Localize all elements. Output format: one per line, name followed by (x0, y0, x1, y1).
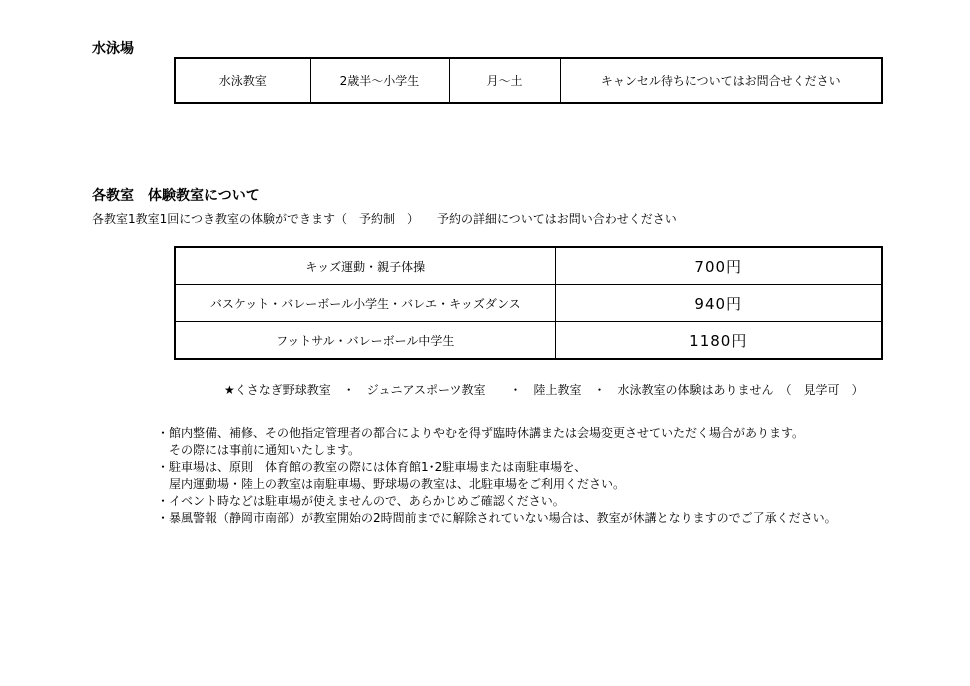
trial-class-price: 700円 (555, 247, 882, 285)
table-row (175, 322, 882, 360)
note-line: ・館内整備、補修、その他指定管理者の都合によりやむを得ず臨時休講または会場変更させていただく場合があります。 (157, 426, 805, 440)
trial-exception-note: ★くさなぎ野球教室 ・ ジュニアスポーツ教室 ・ 陸上教室 ・ 水泳教室の体験はありません （ 見学可 ） (224, 383, 864, 397)
trial-class-name: キッズ運動・親子体操 (175, 247, 555, 285)
swim-class-days: 月～土 (449, 58, 560, 103)
swim-class-age: 2歳半～小学生 (310, 58, 449, 103)
swim-class-table (174, 57, 883, 104)
note-line: ・駐車場は、原則 体育館の教室の際には体育館1･2駐車場または南駐車場を、 (157, 460, 587, 474)
trial-price-table (174, 246, 883, 360)
notes-block (157, 425, 837, 527)
swim-class-note: キャンセル待ちについてはお問合せください (560, 58, 882, 103)
swim-section-title: 水泳場 (92, 41, 134, 57)
note-line: 屋内運動場・陸上の教室は南駐車場、野球場の教室は、北駐車場をご利用ください。 (157, 477, 626, 491)
trial-class-price: 940円 (555, 285, 882, 322)
note-line: ・暴風警報（静岡市南部）が教室開始の2時間前までに解除されていない場合は、教室が休講となりますのでご了承ください。 (157, 511, 837, 525)
swim-class-name: 水泳教室 (175, 58, 310, 103)
trial-class-price: 1180円 (555, 322, 882, 360)
trial-class-name: バスケット・バレーボール小学生・バレエ・キッズダンス (175, 285, 555, 322)
table-row (175, 58, 882, 103)
trial-class-name: フットサル・バレーボール中学生 (175, 322, 555, 360)
trial-section-title: 各教室 体験教室について (92, 188, 260, 204)
table-row (175, 247, 882, 285)
note-line: その際には事前に通知いたします。 (157, 443, 361, 457)
trial-description: 各教室1教室1回につき教室の体験ができます（ 予約制 ） 予約の詳細についてはお問い合わせください (92, 212, 677, 226)
note-line: ・イベント時などは駐車場が使えませんので、あらかじめご確認ください。 (157, 494, 565, 508)
table-row (175, 285, 882, 322)
